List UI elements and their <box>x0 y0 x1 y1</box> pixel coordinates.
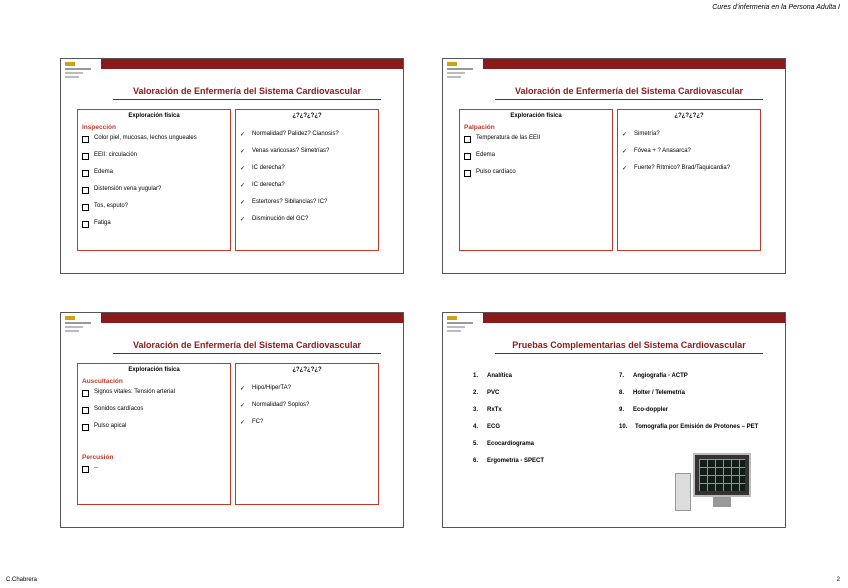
list-item: 3. RxTx <box>473 407 502 413</box>
checkbox-icon <box>464 153 471 160</box>
check-item: ✓ Normalidad? Soplos? <box>240 402 310 409</box>
checklist-item: Edema <box>464 152 608 169</box>
checklist-item: -- <box>82 465 226 482</box>
list-item: 4. ECG <box>473 424 501 430</box>
section-label: Auscultación <box>82 378 123 385</box>
slide-topbar <box>483 313 785 323</box>
slide-title: Valoración de Enfermería del Sistema Cardiovascular <box>495 84 763 100</box>
checkmark-icon: ✓ <box>622 132 628 138</box>
checklist-item: Distensión vena yugular? <box>82 186 226 203</box>
checklist-item: Color piel, mucosas, lechos ungueales <box>82 135 226 152</box>
list-item: 1. Analítica <box>473 373 513 379</box>
checkmark-icon: ✓ <box>240 420 246 426</box>
checklist-item: Sonidos cardíacos <box>82 406 226 423</box>
list-item: 9. Eco-doppler <box>619 407 669 413</box>
tests-list-right <box>619 373 769 441</box>
tests-list-left <box>473 373 544 475</box>
checkmark-icon: ✓ <box>240 166 246 172</box>
checkbox-icon <box>82 390 89 397</box>
university-logo-icon <box>65 316 95 336</box>
university-logo-icon <box>447 316 477 336</box>
checklist-item: Tos, esputo? <box>82 203 226 220</box>
checkbox-icon <box>82 424 89 431</box>
check-item: ✓ Hipo/HiperTA? <box>240 385 291 392</box>
check-item: ✓ Disminución del GC? <box>240 216 309 223</box>
author-footer: C.Chabrera <box>6 577 38 583</box>
university-logo-icon <box>447 62 477 82</box>
slide-topbar <box>483 59 785 69</box>
checkmark-icon: ✓ <box>240 403 246 409</box>
checklist-item: Edema <box>82 169 226 186</box>
question-box <box>235 363 379 505</box>
list-item: 5. Ecocardiograma <box>473 441 535 447</box>
checkmark-icon: ✓ <box>240 200 246 206</box>
box-heading: ¿?¿?¿?¿? <box>292 367 322 373</box>
checkmark-icon: ✓ <box>240 217 246 223</box>
list-item: 6. Ergometría - SPECT <box>473 458 545 464</box>
list-item: 7. Angiografía - ACTP <box>619 373 688 379</box>
list-item: 8. Holter / Telemetría <box>619 390 685 396</box>
checkmark-icon: ✓ <box>622 149 628 155</box>
page-header: Cures d’infermeria en la Persona Adulta I <box>712 4 840 11</box>
section-label: Inspección <box>82 124 116 131</box>
slide-1 <box>60 58 404 274</box>
check-item: ✓ Simetría? <box>622 131 660 138</box>
checkbox-icon <box>82 153 89 160</box>
checkbox-icon <box>82 466 89 473</box>
computer-image-icon <box>675 453 757 511</box>
slide-title: Valoración de Enfermería del Sistema Cardiovascular <box>113 338 381 354</box>
checklist-item: Fatiga <box>82 220 226 237</box>
box-heading: ¿?¿?¿?¿? <box>674 113 704 119</box>
checklist-item: Pulso apical <box>82 423 226 440</box>
checkmark-icon: ✓ <box>240 149 246 155</box>
checkbox-icon <box>82 136 89 143</box>
check-item: ✓ Fuerte? Rítmico? Brad/Taquicardia? <box>622 165 731 172</box>
list-item: 2. PVC <box>473 390 500 396</box>
check-item: ✓ FC? <box>240 419 264 426</box>
checkbox-icon <box>82 221 89 228</box>
box-heading: Exploración física <box>128 113 180 119</box>
question-box <box>617 109 761 251</box>
section-label: Percusión <box>82 454 114 461</box>
checkbox-icon <box>82 170 89 177</box>
checklist-item: Pulso cardíaco <box>464 169 608 186</box>
checkmark-icon: ✓ <box>240 183 246 189</box>
box-heading: Exploración física <box>510 113 562 119</box>
checkbox-icon <box>82 204 89 211</box>
checklist-item: EEII: circulación <box>82 152 226 169</box>
section-label: Palpación <box>464 124 495 131</box>
check-item: ✓ Normalidad? Palidez? Cianosis? <box>240 131 339 138</box>
checkmark-icon: ✓ <box>240 132 246 138</box>
slide-topbar <box>101 313 403 323</box>
page-number: 2 <box>836 577 840 583</box>
box-heading: ¿?¿?¿?¿? <box>292 113 322 119</box>
slide-title: Pruebas Complementarias del Sistema Cardiovascular <box>495 338 763 354</box>
check-item: ✓ IC derecha? <box>240 165 285 172</box>
check-item: ✓ Fóvea + ? Anasarca? <box>622 148 691 155</box>
exploration-box <box>77 109 231 251</box>
box-heading: Exploración física <box>128 367 180 373</box>
university-logo-icon <box>65 62 95 82</box>
checklist-item: Signos vitales: Tensión arterial <box>82 389 226 406</box>
exploration-box <box>459 109 613 251</box>
checkbox-icon <box>464 136 471 143</box>
check-item: ✓ Estertores? Sibilancias? IC? <box>240 199 328 206</box>
slide-title: Valoración de Enfermería del Sistema Cardiovascular <box>113 84 381 100</box>
checkbox-icon <box>82 407 89 414</box>
checkmark-icon: ✓ <box>240 386 246 392</box>
checklist-item: Temperatura de las EEII <box>464 135 608 152</box>
check-item: ✓ IC derecha? <box>240 182 285 189</box>
exploration-box <box>77 363 231 505</box>
slide-4 <box>442 312 786 528</box>
checkmark-icon: ✓ <box>622 166 628 172</box>
checkbox-icon <box>464 170 471 177</box>
check-item: ✓ Venas varicosas? Simetrías? <box>240 148 330 155</box>
list-item: 10. Tomografía por Emisión de Protones – PET <box>619 424 759 430</box>
slide-topbar <box>101 59 403 69</box>
slide-2 <box>442 58 786 274</box>
question-box <box>235 109 379 251</box>
slide-3 <box>60 312 404 528</box>
checkbox-icon <box>82 187 89 194</box>
